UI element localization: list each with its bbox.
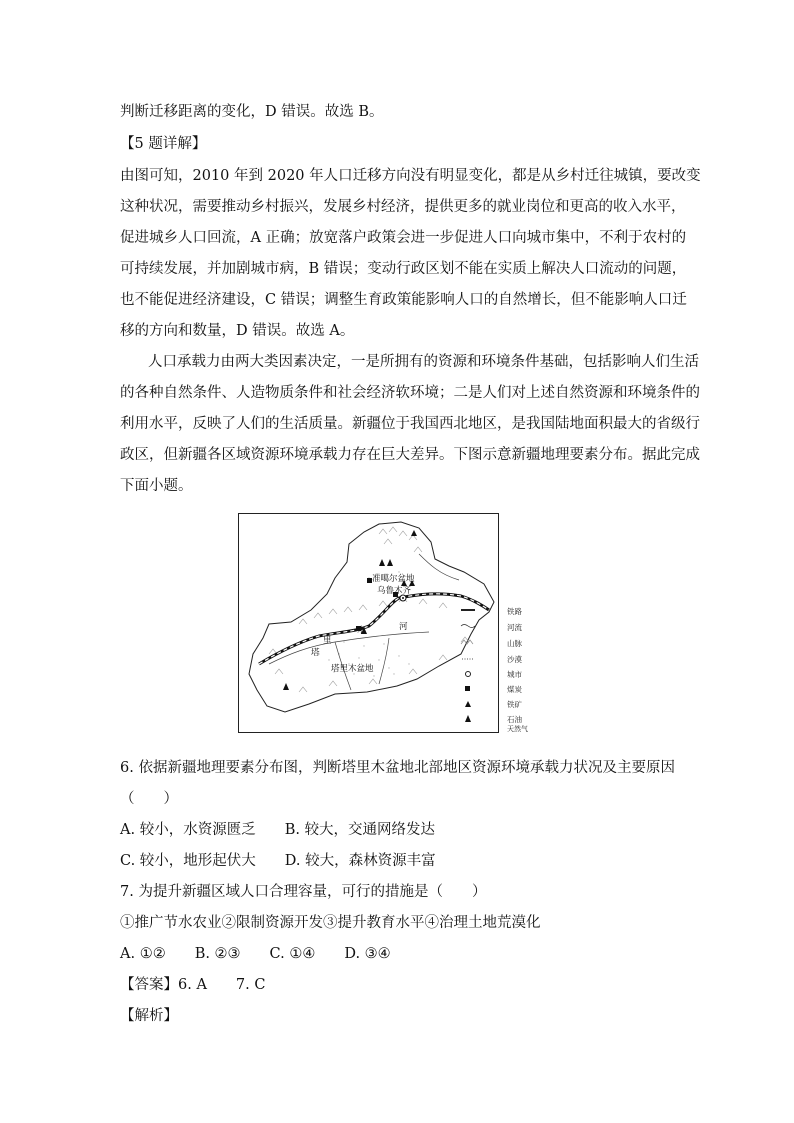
text-line: 人口承载力由两大类因素决定，一是所拥有的资源和环境条件基础，包括影响人们生活 [148,354,699,370]
legend-railway: 铁路 [507,607,522,616]
text-line: 判断迁移距离的变化，D 错误。故选 B。 [120,104,384,120]
text-line: 可持续发展，并加剧城市病，B 错误；变动行政区划不能在实质上解决人口流动的问题， [120,261,687,277]
legend-icons [461,610,475,722]
region-outline [249,522,494,712]
question-7-options: A. ①② B. ②③ C. ①④ D. ③④ [120,946,391,962]
legend-gas: 天然气 [507,725,528,733]
xinjiang-map-figure [238,513,528,733]
question-6-options-ab: A. 较小，水资源匮乏 B. 较大，交通网络发达 [120,822,436,838]
text-line: 移的方向和数量，D 错误。故选 A。 [120,323,355,339]
map-label-ta: 塔 [311,648,320,658]
legend-iron: 铁矿 [507,700,522,709]
text-line: 由图可知，2010 年到 2020 年人口迁移方向没有明显变化，都是从乡村迁往城镇，要改变 [120,168,701,184]
text-line: 这种状况，需要推动乡村振兴，发展乡村经济，提供更多的就业岗位和更高的收入水平， [120,199,686,215]
legend-mountain: 山脉 [507,639,522,648]
section-heading-5: 【5 题详解】 [120,136,207,152]
map-label-urumqi: 乌鲁木齐 [377,586,412,596]
map-label-li: 里 [323,636,332,646]
legend-desert: 沙漠 [507,655,522,664]
question-7-stem: 7. 为提升新疆区域人口合理容量，可行的措施是（ ） [120,884,487,900]
text-line: 利用水平，反映了人们的生活质量。新疆位于我国西北地区，是我国陆地面积最大的省级行 [120,416,700,432]
text-line: 的各种自然条件、人造物质条件和社会经济软环境；二是人们对上述自然资源和环境条件的 [120,385,700,401]
question-7-items: ①推广节水农业②限制资源开发③提升教育水平④治理土地荒漠化 [120,915,541,931]
text-line: 促进城乡人口回流，A 正确；放宽落户政策会进一步促进人口向城市集中，不利于农村的 [120,230,687,246]
iron-icon [411,530,417,536]
oil-icon [379,559,385,566]
question-6-paren: （ ） [120,791,178,807]
text-line: 政区，但新疆各区域资源环境承载力存在巨大差异。下图示意新疆地理要素分布。据此完成 [120,447,700,463]
oil-icon [283,683,289,690]
legend-city: 城市 [507,670,522,679]
question-6-stem: 6. 依据新疆地理要素分布图，判断塔里木盆地北部地区资源环境承载力状况及主要原因 [120,760,675,776]
map-label-he: 河 [399,622,408,632]
legend-coal: 煤炭 [507,685,522,694]
map-label-tarim: 塔里木盆地 [331,664,374,674]
legend-river: 河流 [507,623,522,632]
text-line: 下面小题。 [120,478,193,494]
question-6-options-cd: C. 较小，地形起伏大 D. 较大，森林资源丰富 [120,853,436,869]
legend-oil: 石油 [507,715,522,724]
analysis-heading: 【解析】 [120,1008,178,1024]
map-label-junggar: 准噶尔盆地 [372,574,415,584]
text-line: 也不能促进经济建设，C 错误；调整生育政策能影响人口的自然增长，但不能影响人口迁 [120,292,687,308]
map-drawing [239,514,500,734]
oil-icon [387,559,393,566]
answer-line: 【答案】6. A 7. C [120,977,266,993]
map-label-mu: 木 [357,626,366,636]
